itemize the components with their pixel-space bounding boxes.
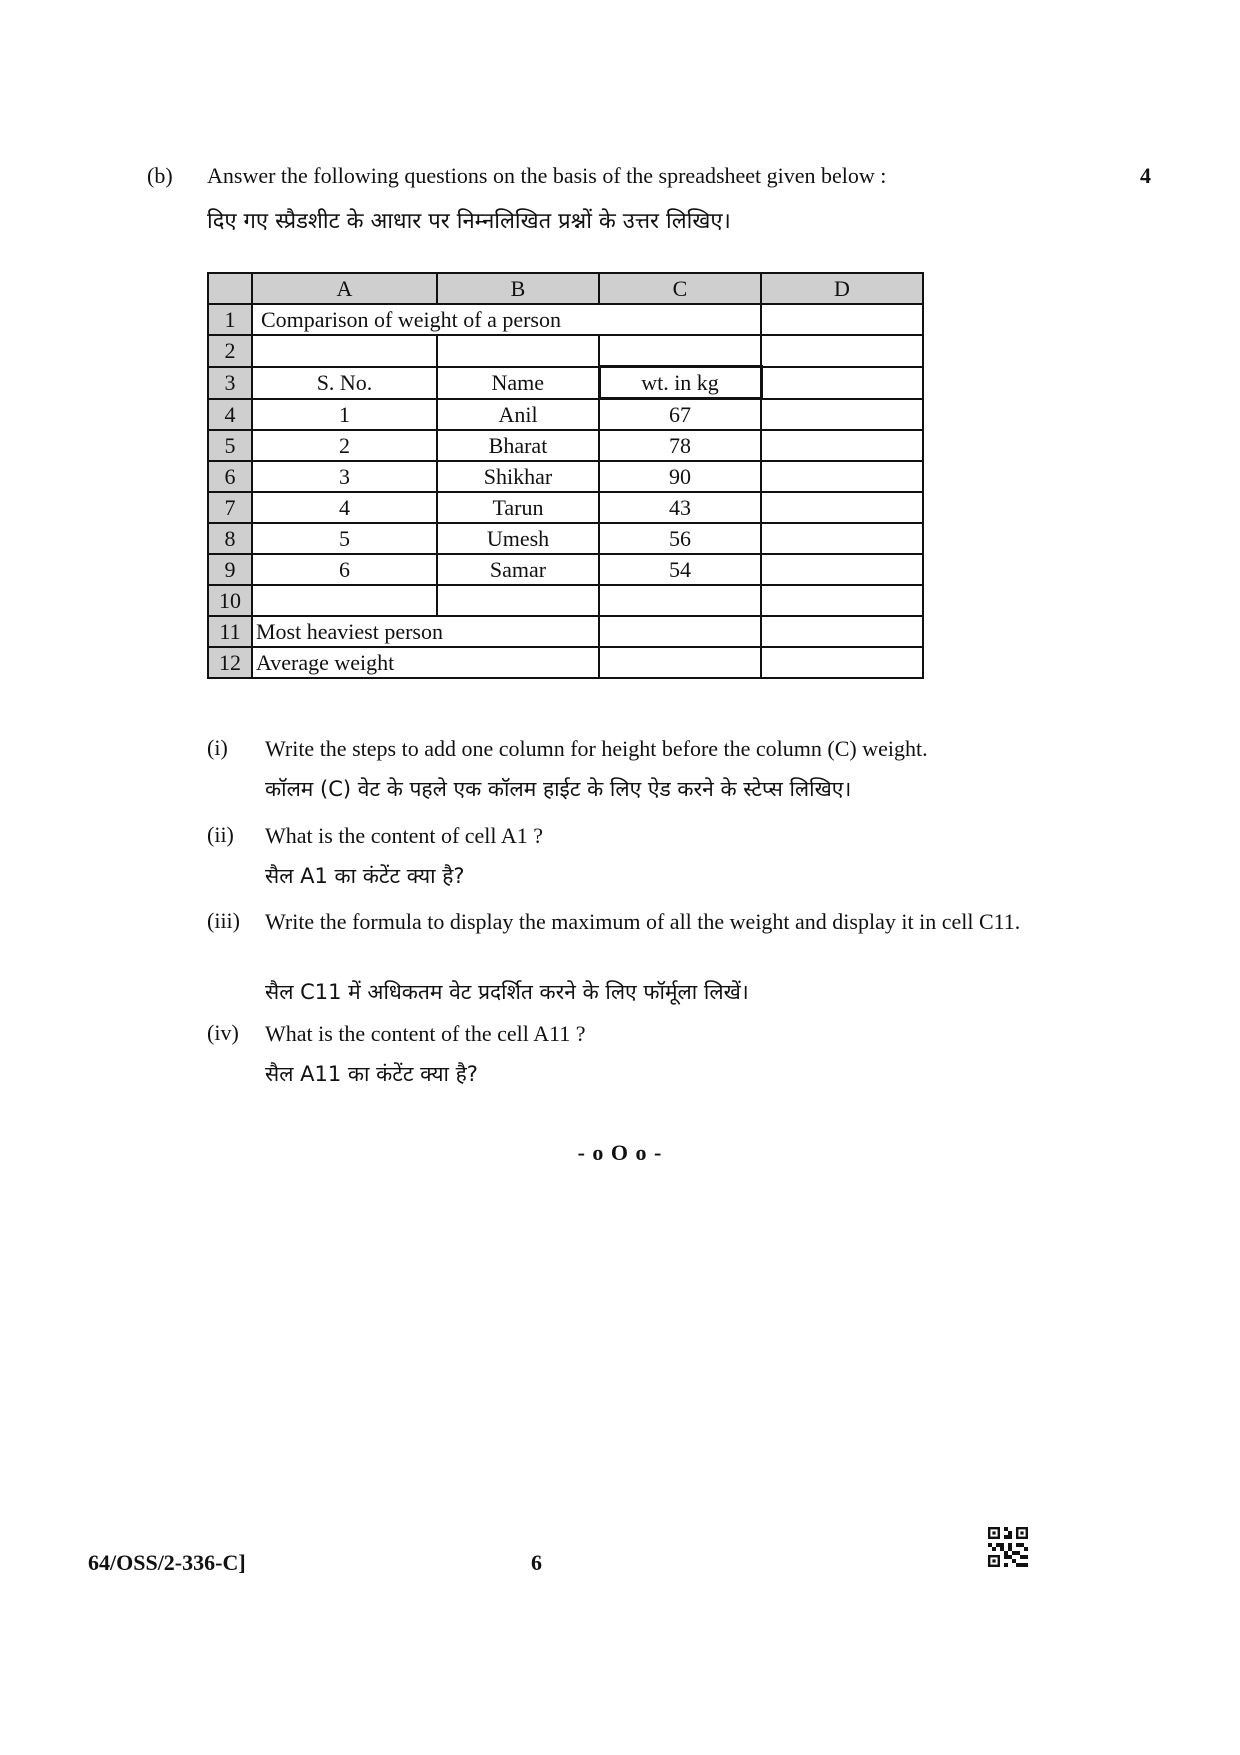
cell-a1-title: Comparison of weight of a person	[252, 304, 761, 335]
subquestion-label: (iv)	[207, 1020, 239, 1045]
end-of-paper-mark: - o O o -	[577, 1140, 663, 1165]
row-header: 11	[208, 616, 252, 647]
cell	[761, 554, 923, 585]
spreadsheet-table	[207, 272, 924, 679]
sheet-row	[208, 585, 923, 616]
cell-weight: 56	[599, 523, 761, 554]
qr-code-icon	[988, 1527, 1028, 1567]
cell	[599, 585, 761, 616]
cell-c12	[599, 647, 761, 678]
cell-name: Anil	[437, 399, 599, 431]
cell-sno: 4	[252, 492, 437, 523]
cell	[252, 335, 437, 367]
column-header-d: D	[761, 273, 923, 304]
column-header-b: B	[437, 273, 599, 304]
cell-weight: 78	[599, 430, 761, 461]
column-header-c: C	[599, 273, 761, 304]
cell-name: Umesh	[437, 523, 599, 554]
subquestion-label: (iii)	[207, 908, 240, 933]
cell-weight: 67	[599, 399, 761, 431]
row-header: 9	[208, 554, 252, 585]
subquestion-label: (i)	[207, 735, 228, 760]
cell-c11	[599, 616, 761, 647]
subquestion-text-english: Write the steps to add one column for height before the column (C) weight.	[265, 736, 928, 761]
cell	[761, 335, 923, 367]
cell	[761, 647, 923, 678]
column-header-a: A	[252, 273, 437, 304]
cell	[437, 335, 599, 367]
row-header: 10	[208, 585, 252, 616]
sheet-row	[208, 335, 923, 367]
sheet-row	[208, 554, 923, 585]
subquestion-text-hindi: सैल A11 का कंटेंट क्या है?	[265, 1062, 478, 1086]
sheet-row	[208, 461, 923, 492]
sheet-row	[208, 430, 923, 461]
cell	[761, 430, 923, 461]
cell	[437, 585, 599, 616]
subquestion-text-english: What is the content of the cell A11 ?	[265, 1021, 586, 1046]
header-cell-name: Name	[437, 367, 599, 399]
cell	[252, 585, 437, 616]
cell-a11-label: Most heaviest person	[252, 616, 599, 647]
cell	[761, 616, 923, 647]
cell-sno: 5	[252, 523, 437, 554]
cell-name: Bharat	[437, 430, 599, 461]
question-label: (b)	[147, 163, 173, 188]
sheet-row	[208, 523, 923, 554]
question-text-english: Answer the following questions on the basis of the spreadsheet given below :	[207, 163, 887, 188]
cell-name: Samar	[437, 554, 599, 585]
cell-weight: 90	[599, 461, 761, 492]
cell-name: Shikhar	[437, 461, 599, 492]
cell-name: Tarun	[437, 492, 599, 523]
row-header: 5	[208, 430, 252, 461]
column-header-row	[208, 273, 923, 304]
cell	[761, 492, 923, 523]
cell	[761, 367, 923, 399]
corner-cell	[208, 273, 252, 304]
sheet-row	[208, 367, 923, 399]
cell	[599, 335, 761, 367]
cell	[761, 399, 923, 431]
row-header: 2	[208, 335, 252, 367]
cell-weight: 43	[599, 492, 761, 523]
sheet-row	[208, 304, 923, 335]
subquestion-text-hindi: सैल C11 में अधिकतम वेट प्रदर्शित करने के लिए फॉर्मूला लिखें।	[265, 980, 749, 1004]
cell-sno: 1	[252, 399, 437, 431]
row-header: 6	[208, 461, 252, 492]
subquestion-text-hindi: कॉलम (C) वेट के पहले एक कॉलम हाईट के लिए ऐड करने के स्टेप्स लिखिए।	[265, 777, 852, 801]
cell	[761, 585, 923, 616]
row-header: 4	[208, 399, 252, 431]
sheet-row	[208, 647, 923, 678]
subquestion-text-english: Write the formula to display the maximum of all the weight and display it in cell C11.	[265, 909, 1021, 934]
header-cell-sno: S. No.	[252, 367, 437, 399]
row-header: 12	[208, 647, 252, 678]
row-header: 7	[208, 492, 252, 523]
cell-sno: 6	[252, 554, 437, 585]
row-header: 3	[208, 367, 252, 399]
row-header: 1	[208, 304, 252, 335]
cell-d1	[761, 304, 923, 335]
sheet-row	[208, 492, 923, 523]
sheet-row	[208, 616, 923, 647]
subquestion-label: (ii)	[207, 822, 234, 847]
row-header: 8	[208, 523, 252, 554]
cell-sno: 2	[252, 430, 437, 461]
cell-sno: 3	[252, 461, 437, 492]
cell-a12-label: Average weight	[252, 647, 599, 678]
question-text-hindi: दिए गए स्प्रैडशीट के आधार पर निम्नलिखित प्रश्नों के उत्तर लिखिए।	[207, 209, 731, 234]
cell-weight: 54	[599, 554, 761, 585]
subquestion-text-hindi: सैल A1 का कंटेंट क्या है?	[265, 864, 465, 888]
sheet-row	[208, 399, 923, 431]
page-number: 6	[531, 1550, 542, 1575]
question-marks: 4	[1140, 163, 1151, 188]
subquestion-text-english: What is the content of cell A1 ?	[265, 823, 543, 848]
paper-code: 64/OSS/2-336-C]	[88, 1550, 246, 1575]
cell	[761, 523, 923, 554]
cell	[761, 461, 923, 492]
header-cell-weight: wt. in kg	[599, 367, 761, 399]
